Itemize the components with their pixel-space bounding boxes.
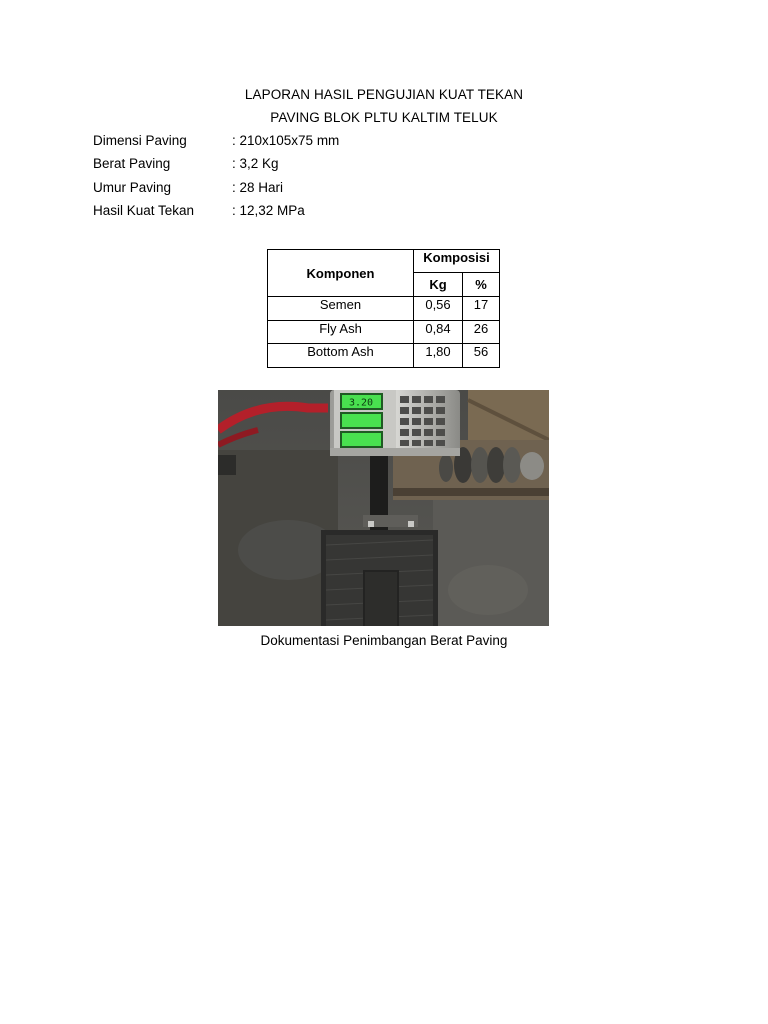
cell-komponen: Fly Ash: [268, 320, 414, 344]
spec-value: : 3,2 Kg: [232, 156, 279, 172]
cell-percent: 26: [463, 320, 500, 344]
header-percent: %: [463, 273, 500, 297]
scale-platform: [321, 530, 438, 626]
spec-label: Umur Paving: [93, 179, 172, 195]
composition-table: [267, 249, 500, 368]
header-komponen: Komponen: [268, 250, 414, 297]
table-row: [268, 297, 500, 321]
cell-kg: 0,56: [414, 297, 463, 321]
cell-percent: 56: [463, 344, 500, 368]
cell-kg: 0,84: [414, 320, 463, 344]
photo-caption: Dokumentasi Penimbangan Berat Paving: [260, 633, 508, 648]
header-kg: Kg: [414, 273, 463, 297]
cell-komponen: Bottom Ash: [268, 344, 414, 368]
spec-value: : 12,32 MPa: [232, 202, 305, 218]
cell-kg: 1,80: [414, 344, 463, 368]
report-title-line-1: LAPORAN HASIL PENGUJIAN KUAT TEKAN: [244, 87, 524, 102]
cell-komponen: Semen: [268, 297, 414, 321]
cell-percent: 17: [463, 297, 500, 321]
spec-label: Berat Paving: [93, 156, 171, 172]
weighing-photo: [218, 390, 549, 626]
spec-label: Hasil Kuat Tekan: [93, 202, 195, 218]
scale-display: [340, 393, 383, 448]
spec-value: : 28 Hari: [232, 179, 284, 195]
report-title-line-2: PAVING BLOK PLTU KALTIM TELUK: [270, 110, 498, 125]
spec-value: : 210x105x75 mm: [232, 133, 340, 148]
table-row: [268, 320, 500, 344]
header-komposisi: Komposisi: [414, 250, 500, 273]
table-row: [268, 344, 500, 368]
weighing-photo-illustration: [218, 390, 549, 626]
spec-label: Dimensi Paving: [93, 133, 187, 148]
scale-readout: 3.20: [348, 397, 374, 409]
